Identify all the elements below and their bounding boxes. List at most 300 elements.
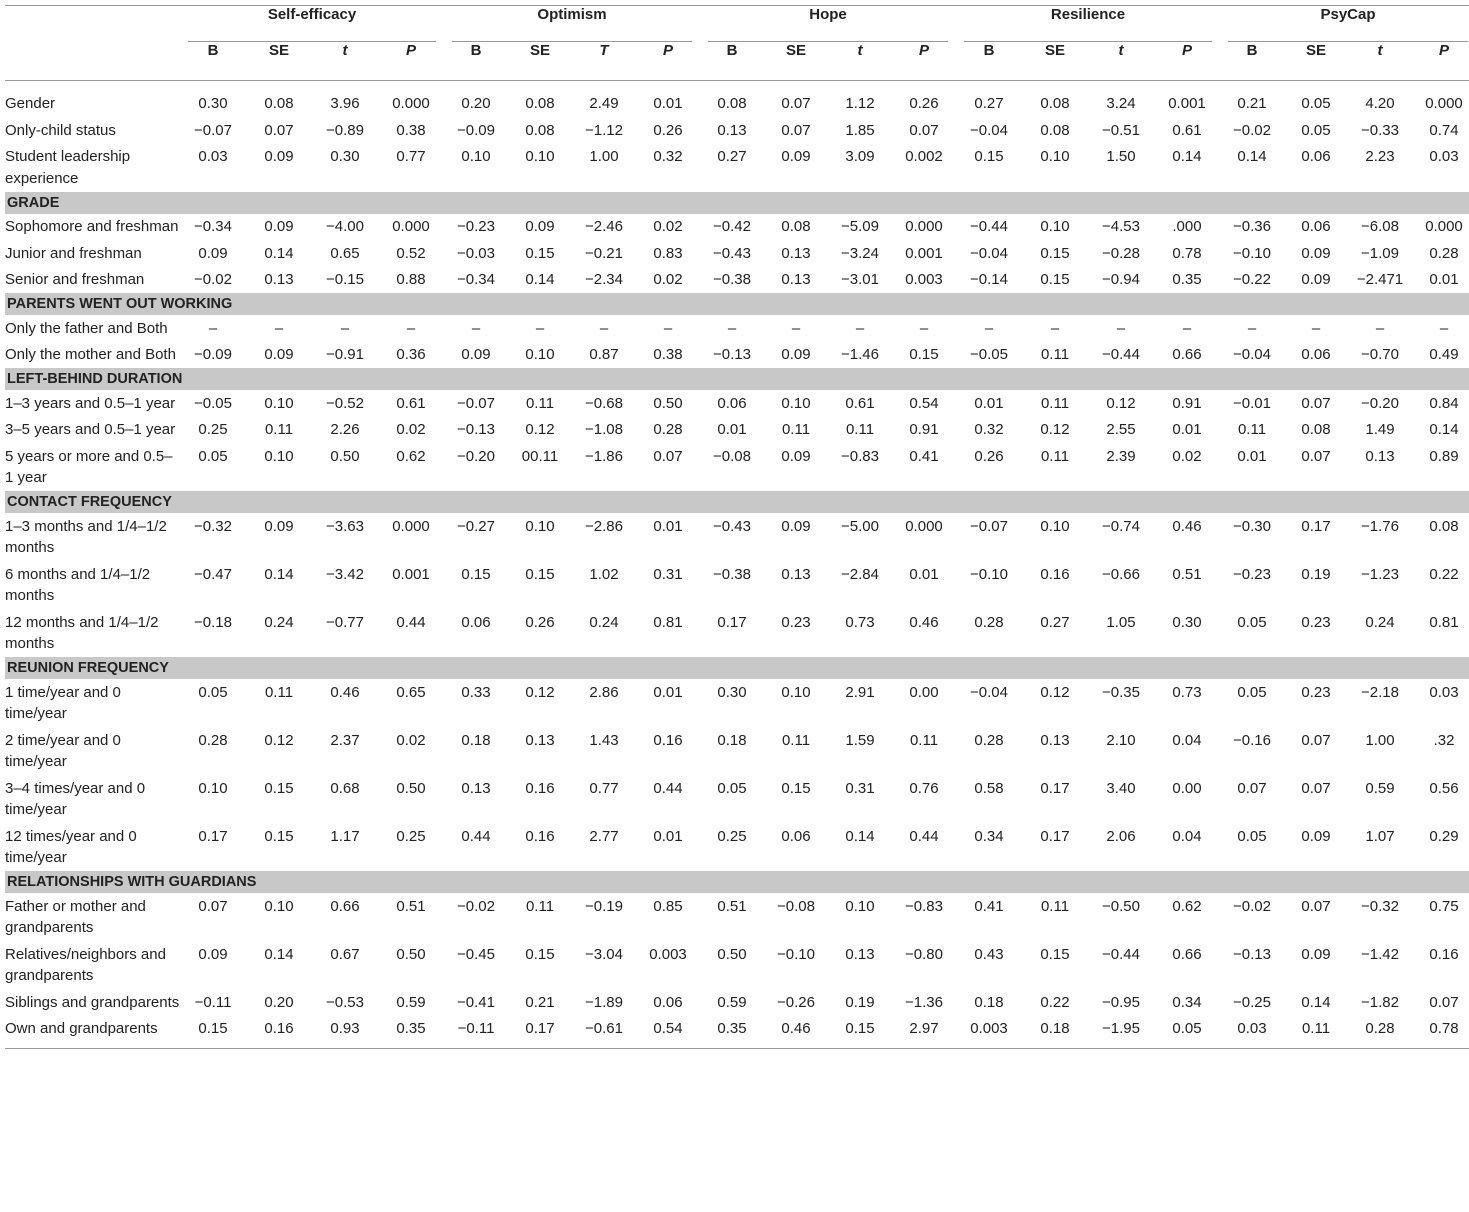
table-cell: – bbox=[535, 319, 545, 337]
table-cell: 0.38 bbox=[396, 121, 426, 139]
row-label: 3–5 years and 0.5–1 year bbox=[5, 421, 176, 438]
table-cell: 0.67 bbox=[330, 945, 360, 963]
table-cell: 0.01 bbox=[717, 421, 747, 438]
subheader-cell: t bbox=[828, 42, 892, 81]
table-cell: −0.43 bbox=[713, 517, 751, 535]
table-cell: −3.63 bbox=[326, 517, 364, 535]
table-cell: −0.02 bbox=[1233, 121, 1271, 139]
table-cell: 0.77 bbox=[589, 779, 619, 797]
table-cell: 2.39 bbox=[1106, 447, 1136, 465]
table-cell: −0.83 bbox=[905, 897, 943, 915]
table-cell: 0.01 bbox=[909, 565, 939, 583]
table-cell: 0.30 bbox=[717, 683, 747, 701]
table-cell: 2.37 bbox=[330, 731, 360, 749]
table-cell: 1.59 bbox=[845, 731, 875, 749]
table-cell: 0.59 bbox=[717, 993, 747, 1011]
table-cell: 0.000 bbox=[392, 95, 430, 112]
table-cell: −0.33 bbox=[1361, 121, 1399, 139]
table-cell: −0.74 bbox=[1102, 517, 1140, 535]
table-cell: −3.04 bbox=[585, 945, 623, 963]
table-row bbox=[5, 144, 1469, 192]
table-cell: 0.07 bbox=[1301, 447, 1331, 465]
table-cell: −0.13 bbox=[1233, 945, 1271, 963]
subheader-cell: SE bbox=[764, 42, 828, 81]
table-cell: 0.38 bbox=[653, 346, 683, 363]
table-cell: 0.07 bbox=[1429, 993, 1459, 1011]
table-cell: .000 bbox=[1172, 218, 1202, 235]
table-cell: −0.21 bbox=[585, 244, 623, 262]
table-row bbox=[5, 941, 1469, 989]
table-cell: 0.61 bbox=[845, 394, 875, 412]
section-title: REUNION FREQUENCY bbox=[5, 657, 1469, 679]
table-cell: 0.77 bbox=[396, 148, 426, 165]
subheader-cell: SE bbox=[246, 42, 312, 81]
subheader-cell: t bbox=[1348, 42, 1412, 81]
table-cell: 0.31 bbox=[653, 565, 683, 583]
table-cell: 0.12 bbox=[264, 731, 294, 749]
table-cell: 0.14 bbox=[264, 244, 294, 262]
table-cell: – bbox=[1247, 319, 1257, 337]
table-cell: 0.10 bbox=[198, 779, 228, 797]
table-cell: 2.86 bbox=[589, 683, 619, 701]
table-cell: 0.51 bbox=[717, 897, 747, 915]
table-cell: 0.01 bbox=[653, 827, 683, 845]
table-cell: −0.11 bbox=[194, 993, 232, 1011]
table-cell: −0.04 bbox=[970, 244, 1008, 262]
table-cell: – bbox=[791, 319, 801, 337]
table-cell: −0.52 bbox=[326, 394, 364, 412]
table-cell: 0.000 bbox=[905, 218, 943, 235]
table-cell: 0.10 bbox=[461, 148, 491, 165]
table-cell: 0.54 bbox=[909, 394, 939, 412]
table-cell: −1.12 bbox=[585, 121, 623, 139]
subheader-cell: SE bbox=[1022, 42, 1088, 81]
table-cell: 0.00 bbox=[909, 683, 939, 701]
table-cell: −0.95 bbox=[1102, 993, 1140, 1011]
table-row bbox=[5, 609, 1469, 657]
table-cell: 0.51 bbox=[1172, 565, 1202, 583]
table-cell: – bbox=[406, 319, 416, 337]
table-cell: 0.09 bbox=[198, 945, 228, 963]
table-cell: 0.78 bbox=[1172, 244, 1202, 262]
table-cell: 0.07 bbox=[1301, 394, 1331, 412]
section-title: PARENTS WENT OUT WORKING bbox=[5, 293, 1469, 315]
table-cell: −0.01 bbox=[1233, 394, 1271, 412]
table-cell: 0.44 bbox=[653, 779, 683, 797]
table-cell: 0.73 bbox=[845, 613, 875, 631]
table-row bbox=[5, 893, 1469, 941]
table-cell: 0.15 bbox=[180, 1016, 246, 1049]
table-cell: – bbox=[727, 319, 737, 337]
table-cell: 0.15 bbox=[461, 565, 491, 583]
subheader-cell: t bbox=[1088, 42, 1154, 81]
table-cell: 0.09 bbox=[1301, 827, 1331, 845]
table-cell: 0.02 bbox=[1172, 447, 1202, 465]
table-cell: −0.02 bbox=[457, 897, 495, 915]
table-cell: −6.08 bbox=[1361, 218, 1399, 235]
table-cell: 0.11 bbox=[264, 683, 294, 701]
table-cell: 0.01 bbox=[974, 394, 1004, 412]
table-cell: 0.09 bbox=[525, 218, 555, 235]
table-cell: 0.15 bbox=[781, 779, 811, 797]
table-cell: 0.08 bbox=[781, 218, 811, 235]
table-cell: 0.09 bbox=[781, 346, 811, 363]
table-cell: 0.22 bbox=[1429, 565, 1459, 583]
table-cell: 0.49 bbox=[1429, 346, 1459, 363]
table-row bbox=[5, 561, 1469, 609]
table-cell: 0.04 bbox=[1172, 827, 1202, 845]
table-cell: 0.66 bbox=[330, 897, 360, 915]
table-cell: −2.18 bbox=[1361, 683, 1399, 701]
table-cell: – bbox=[1311, 319, 1321, 337]
group-header: Resilience bbox=[956, 6, 1220, 42]
table-cell: 0.000 bbox=[1425, 95, 1463, 112]
table-cell: −1.76 bbox=[1361, 517, 1399, 535]
table-cell: 0.15 bbox=[264, 779, 294, 797]
table-cell: −0.94 bbox=[1102, 271, 1140, 288]
subheader-cell: T bbox=[572, 42, 636, 81]
subheader-cell: B bbox=[180, 42, 246, 81]
section-title: RELATIONSHIPS WITH GUARDIANS bbox=[5, 871, 1469, 893]
section-title: GRADE bbox=[5, 192, 1469, 214]
table-cell: 0.46 bbox=[330, 683, 360, 701]
table-cell: −2.34 bbox=[585, 271, 623, 288]
table-cell: −0.22 bbox=[1233, 271, 1271, 288]
subheader-cell: B bbox=[956, 42, 1022, 81]
section-row bbox=[5, 491, 1469, 513]
table-cell: −0.66 bbox=[1102, 565, 1140, 583]
table-cell: 0.22 bbox=[1040, 993, 1070, 1011]
table-cell: 0.17 bbox=[508, 1016, 572, 1049]
table-cell: 0.05 bbox=[198, 683, 228, 701]
table-cell: – bbox=[471, 319, 481, 337]
table-cell: 0.27 bbox=[974, 95, 1004, 112]
table-cell: −1.46 bbox=[841, 346, 879, 363]
table-cell: −0.70 bbox=[1361, 346, 1399, 363]
table-cell: 0.26 bbox=[974, 447, 1004, 465]
table-cell: 0.11 bbox=[781, 731, 811, 749]
row-label: Own and grandparents bbox=[5, 1016, 180, 1049]
table-cell: 0.14 bbox=[264, 945, 294, 963]
table-cell: 0.06 bbox=[461, 613, 491, 631]
table-cell: 0.51 bbox=[396, 897, 426, 915]
table-cell: 0.32 bbox=[653, 148, 683, 165]
table-cell: 0.81 bbox=[653, 613, 683, 631]
row-label: 3–4 times/year and 0 time/year bbox=[5, 779, 146, 818]
table-cell: – bbox=[1116, 319, 1126, 337]
table-cell: – bbox=[1375, 319, 1385, 337]
table-row bbox=[5, 117, 1469, 144]
table-cell: 1.17 bbox=[330, 827, 360, 845]
table-cell: −0.34 bbox=[457, 271, 495, 288]
table-cell: 0.41 bbox=[909, 447, 939, 465]
table-cell: 0.001 bbox=[905, 244, 943, 262]
table-cell: 0.17 bbox=[198, 827, 228, 845]
table-cell: 0.85 bbox=[653, 897, 683, 915]
table-cell: −0.32 bbox=[1361, 897, 1399, 915]
row-label: Gender bbox=[5, 95, 56, 112]
table-cell: −1.86 bbox=[585, 447, 623, 465]
table-cell: 0.21 bbox=[525, 993, 555, 1011]
table-cell: −0.15 bbox=[326, 271, 364, 288]
table-cell: 0.18 bbox=[974, 993, 1004, 1011]
table-cell: −2.471 bbox=[1356, 271, 1404, 288]
table-cell: 0.23 bbox=[1301, 683, 1331, 701]
table-row bbox=[5, 214, 1469, 241]
table-cell: 0.11 bbox=[1237, 421, 1267, 438]
table-cell: −2.46 bbox=[585, 218, 623, 235]
table-cell: .32 bbox=[1433, 731, 1455, 749]
table-cell: 0.10 bbox=[264, 394, 294, 412]
table-cell: 0.16 bbox=[246, 1016, 312, 1049]
table-cell: 0.36 bbox=[396, 346, 426, 363]
table-cell: 0.54 bbox=[636, 1016, 700, 1049]
table-cell: 0.27 bbox=[1040, 613, 1070, 631]
table-cell: 0.84 bbox=[1429, 394, 1459, 412]
table-cell: 1.00 bbox=[589, 148, 619, 165]
table-cell: 0.14 bbox=[1301, 993, 1331, 1011]
table-row bbox=[5, 989, 1469, 1016]
section-title: CONTACT FREQUENCY bbox=[5, 491, 1469, 513]
group-header-row bbox=[5, 6, 1469, 42]
table-cell: −0.32 bbox=[194, 517, 232, 535]
regression-table bbox=[5, 5, 1469, 1049]
table-cell: 0.50 bbox=[330, 447, 360, 465]
table-cell: 0.76 bbox=[909, 779, 939, 797]
subheader-row bbox=[5, 42, 1469, 81]
table-cell: 0.07 bbox=[198, 897, 228, 915]
table-cell: −0.68 bbox=[585, 394, 623, 412]
table-cell: 0.10 bbox=[264, 447, 294, 465]
table-cell: −0.50 bbox=[1102, 897, 1140, 915]
table-cell: 2.91 bbox=[845, 683, 875, 701]
table-cell: 2.06 bbox=[1106, 827, 1136, 845]
table-cell: 3.96 bbox=[330, 95, 360, 112]
table-cell: 0.13 bbox=[525, 731, 555, 749]
table-cell: 0.11 bbox=[1040, 346, 1070, 363]
table-cell: 3.09 bbox=[845, 148, 875, 165]
table-cell: 0.18 bbox=[717, 731, 747, 749]
table-cell: 0.32 bbox=[974, 421, 1004, 438]
table-cell: −0.23 bbox=[1233, 565, 1271, 583]
table-cell: −0.13 bbox=[713, 346, 751, 363]
table-cell: 1.43 bbox=[589, 731, 619, 749]
table-cell: 0.15 bbox=[1040, 945, 1070, 963]
table-cell: 0.59 bbox=[396, 993, 426, 1011]
group-header: Self-efficacy bbox=[180, 6, 444, 42]
table-cell: 0.05 bbox=[1154, 1016, 1220, 1049]
row-label: Student leadership experience bbox=[5, 148, 131, 187]
table-cell: 0.08 bbox=[1301, 421, 1331, 438]
table-cell: 0.003 bbox=[905, 271, 943, 288]
table-cell: 0.28 bbox=[198, 731, 228, 749]
table-cell: – bbox=[1050, 319, 1060, 337]
table-cell: 0.23 bbox=[781, 613, 811, 631]
table-cell: 0.27 bbox=[717, 148, 747, 165]
table-cell: −0.34 bbox=[194, 218, 232, 235]
table-cell: −1.95 bbox=[1088, 1016, 1154, 1049]
subheader-cell: B bbox=[1220, 42, 1284, 81]
table-cell: 0.08 bbox=[717, 95, 747, 112]
table-cell: −1.23 bbox=[1361, 565, 1399, 583]
table-cell: 0.003 bbox=[956, 1016, 1022, 1049]
table-cell: 0.07 bbox=[781, 95, 811, 112]
table-cell: −5.09 bbox=[841, 218, 879, 235]
table-cell: 0.30 bbox=[1172, 613, 1202, 631]
table-cell: 0.01 bbox=[653, 95, 683, 112]
table-cell: −0.05 bbox=[194, 394, 232, 412]
table-cell: 0.11 bbox=[845, 421, 875, 438]
table-cell: 0.12 bbox=[1040, 421, 1070, 438]
table-cell: −0.38 bbox=[713, 565, 751, 583]
table-cell: 0.06 bbox=[717, 394, 747, 412]
table-cell: 0.001 bbox=[392, 565, 430, 583]
table-cell: 0.06 bbox=[1301, 148, 1331, 165]
table-cell: 0.000 bbox=[905, 517, 943, 535]
table-cell: 0.25 bbox=[396, 827, 426, 845]
table-cell: 0.002 bbox=[905, 148, 943, 165]
table-cell: 0.35 bbox=[378, 1016, 444, 1049]
table-cell: 0.12 bbox=[1106, 394, 1136, 412]
table-cell: 0.05 bbox=[1237, 827, 1267, 845]
table-cell: 0.05 bbox=[1301, 121, 1331, 139]
table-cell: 0.11 bbox=[1040, 447, 1070, 465]
table-cell: 1.50 bbox=[1106, 148, 1136, 165]
table-row bbox=[5, 81, 1469, 118]
table-cell: 0.10 bbox=[781, 683, 811, 701]
table-cell: 0.14 bbox=[845, 827, 875, 845]
table-cell: 0.10 bbox=[525, 148, 555, 165]
table-cell: 0.09 bbox=[1301, 271, 1331, 288]
table-cell: 0.14 bbox=[264, 565, 294, 583]
table-cell: −0.08 bbox=[777, 897, 815, 915]
section-row bbox=[5, 657, 1469, 679]
table-cell: 0.62 bbox=[396, 447, 426, 465]
table-cell: 3.40 bbox=[1106, 779, 1136, 797]
table-cell: 0.87 bbox=[589, 346, 619, 363]
table-cell: 0.10 bbox=[525, 346, 555, 363]
table-cell: −0.44 bbox=[970, 218, 1008, 235]
table-cell: 0.11 bbox=[781, 421, 811, 438]
table-cell: 0.04 bbox=[1172, 731, 1202, 749]
table-cell: 3.24 bbox=[1106, 95, 1136, 112]
table-cell: 0.15 bbox=[525, 565, 555, 583]
table-cell: 0.11 bbox=[525, 897, 555, 915]
table-cell: 0.74 bbox=[1429, 121, 1459, 139]
table-cell: −0.30 bbox=[1233, 517, 1271, 535]
table-cell: −0.05 bbox=[970, 346, 1008, 363]
table-cell: 0.10 bbox=[781, 394, 811, 412]
table-cell: 0.13 bbox=[1365, 447, 1395, 465]
table-cell: 0.09 bbox=[1301, 945, 1331, 963]
table-cell: 0.68 bbox=[330, 779, 360, 797]
table-cell: 0.11 bbox=[1040, 394, 1070, 412]
table-cell: 0.10 bbox=[1040, 218, 1070, 235]
table-cell: 0.09 bbox=[781, 148, 811, 165]
table-cell: −1.36 bbox=[905, 993, 943, 1011]
table-cell: 0.09 bbox=[198, 244, 228, 262]
table-cell: −2.84 bbox=[841, 565, 879, 583]
table-row bbox=[5, 513, 1469, 561]
corner-cell bbox=[5, 42, 180, 81]
table-cell: 0.12 bbox=[525, 421, 555, 438]
row-label: Sophomore and freshman bbox=[5, 218, 179, 235]
table-cell: −0.03 bbox=[457, 244, 495, 262]
subheader-cell: SE bbox=[508, 42, 572, 81]
table-cell: 0.08 bbox=[1429, 517, 1459, 535]
table-cell: −0.07 bbox=[194, 121, 232, 139]
table-cell: 0.16 bbox=[525, 827, 555, 845]
table-cell: 0.17 bbox=[1301, 517, 1331, 535]
section-row bbox=[5, 293, 1469, 315]
row-label: 5 years or more and 0.5–1 year bbox=[5, 447, 173, 486]
table-cell: −1.89 bbox=[585, 993, 623, 1011]
table-cell: −0.53 bbox=[326, 993, 364, 1011]
table-cell: −0.47 bbox=[194, 565, 232, 583]
row-label: 1 time/year and 0 time/year bbox=[5, 683, 121, 722]
table-cell: 0.07 bbox=[264, 121, 294, 139]
table-cell: 0.81 bbox=[1429, 613, 1459, 631]
table-cell: – bbox=[599, 319, 609, 337]
table-cell: 1.85 bbox=[845, 121, 875, 139]
table-cell: 0.89 bbox=[1429, 447, 1459, 465]
table-cell: 0.19 bbox=[1301, 565, 1331, 583]
subheader-cell: B bbox=[700, 42, 764, 81]
table-cell: −0.38 bbox=[713, 271, 751, 288]
table-cell: 0.50 bbox=[396, 779, 426, 797]
table-cell: −0.09 bbox=[194, 346, 232, 363]
table-cell: 0.50 bbox=[396, 945, 426, 963]
row-label: 2 time/year and 0 time/year bbox=[5, 731, 121, 770]
group-header: Hope bbox=[700, 6, 956, 42]
corner-cell bbox=[5, 6, 180, 42]
table-cell: 0.03 bbox=[1429, 148, 1459, 165]
table-cell: −4.00 bbox=[326, 218, 364, 235]
table-body bbox=[5, 81, 1469, 1049]
table-cell: 2.26 bbox=[330, 421, 360, 438]
table-cell: −0.08 bbox=[713, 447, 751, 465]
table-cell: 0.09 bbox=[461, 346, 491, 363]
table-cell: 0.16 bbox=[1040, 565, 1070, 583]
table-cell: −5.00 bbox=[841, 517, 879, 535]
table-cell: 0.21 bbox=[1237, 95, 1267, 112]
table-cell: 0.78 bbox=[1412, 1016, 1469, 1049]
table-cell: 0.15 bbox=[525, 244, 555, 262]
table-cell: 0.13 bbox=[1040, 731, 1070, 749]
table-cell: 0.26 bbox=[653, 121, 683, 139]
table-cell: 0.34 bbox=[974, 827, 1004, 845]
table-cell: −0.02 bbox=[194, 271, 232, 288]
row-label: Father or mother and grandparents bbox=[5, 897, 146, 936]
table-cell: −0.04 bbox=[970, 121, 1008, 139]
table-cell: 0.28 bbox=[974, 731, 1004, 749]
table-cell: 0.56 bbox=[1429, 779, 1459, 797]
table-cell: – bbox=[984, 319, 994, 337]
table-cell: 0.17 bbox=[1040, 779, 1070, 797]
table-cell: 0.05 bbox=[1237, 613, 1267, 631]
table-cell: −0.42 bbox=[713, 218, 751, 235]
table-cell: −0.02 bbox=[1233, 897, 1271, 915]
table-cell: 0.46 bbox=[764, 1016, 828, 1049]
table-cell: 0.09 bbox=[781, 447, 811, 465]
table-cell: 0.02 bbox=[396, 731, 426, 749]
subheader-cell: t bbox=[312, 42, 378, 81]
table-cell: 0.29 bbox=[1429, 827, 1459, 845]
table-cell: 0.000 bbox=[392, 517, 430, 535]
table-cell: −0.09 bbox=[457, 121, 495, 139]
table-cell: 0.18 bbox=[1022, 1016, 1088, 1049]
table-cell: 0.61 bbox=[1172, 121, 1202, 139]
